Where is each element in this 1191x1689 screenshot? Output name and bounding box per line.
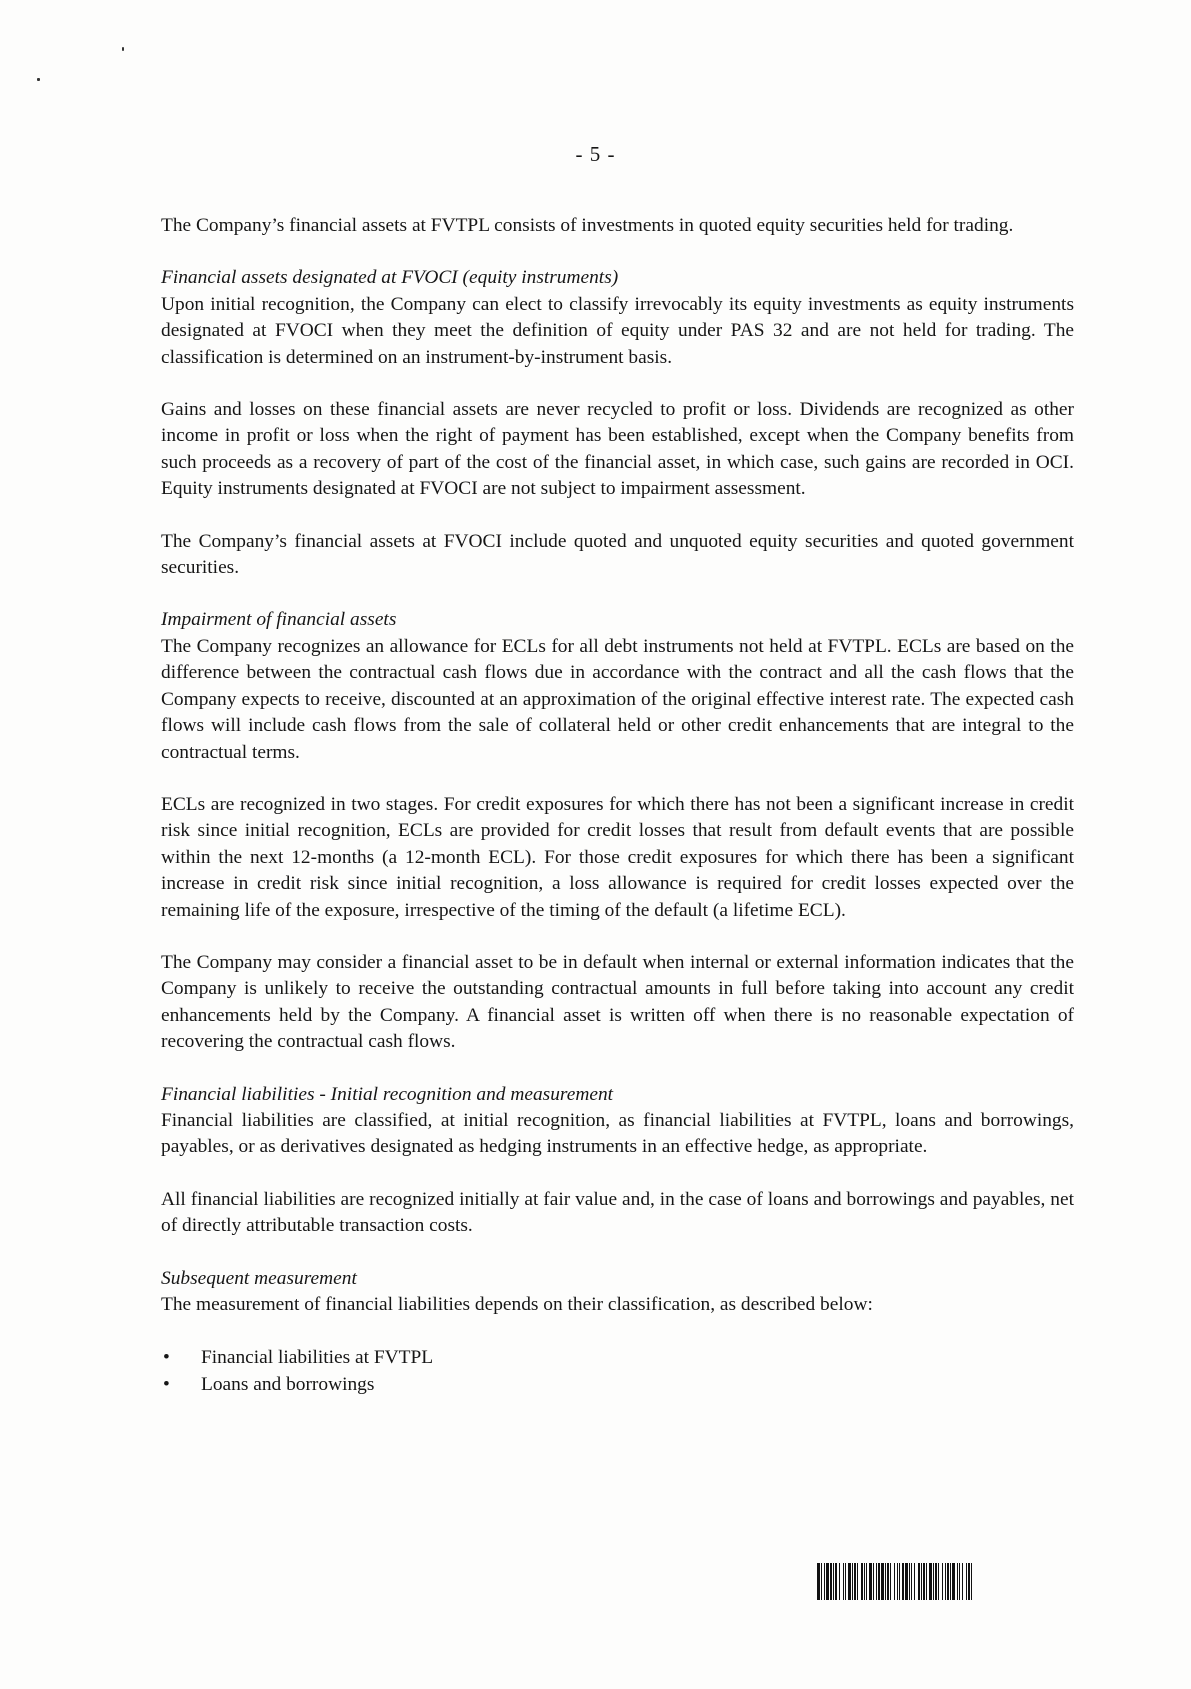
barcode-bar [866, 1563, 867, 1600]
barcode-bar [821, 1563, 822, 1600]
barcode-bar [885, 1563, 886, 1600]
barcode-bar [968, 1563, 970, 1600]
barcode-bar [881, 1563, 884, 1600]
barcode-bar [929, 1563, 932, 1600]
barcode-bar [854, 1563, 856, 1600]
barcode-bar [957, 1563, 958, 1600]
barcode-bar [962, 1563, 963, 1600]
fvoci-heading: Financial assets designated at FVOCI (equity instruments) [161, 267, 619, 289]
scan-speck [122, 47, 124, 51]
barcode-bar [887, 1563, 889, 1600]
barcode-bar [945, 1563, 946, 1600]
fvtpl-assets-paragraph: The Company’s financial assets at FVTPL consists of investments in quoted equity securities held for trading. [161, 215, 1014, 236]
barcode-bar [890, 1563, 891, 1600]
barcode-bar [935, 1563, 937, 1600]
default-paragraph: The Company may consider a financial asset to be in default when internal or external information indicates that the Company is unlikely to receive the outstanding contractual amounts in full before taking into account any credit enhancements held by the Company. A financial asset is written off when there is no reasonable expectation of recovering the contractual cash flows. [161, 951, 1074, 1053]
scan-speck [37, 78, 40, 81]
barcode-bar [843, 1563, 844, 1600]
barcode [817, 1563, 1082, 1600]
liabilities-classification-paragraph: Financial liabilities are classified, at initial recognition, as financial liabilities at FVTPL, loans and borrowings, payables, or as derivatives designated as hedging instruments in an effective hedge, as appropriate. [161, 1109, 1074, 1158]
barcode-bar [839, 1563, 840, 1600]
barcode-bar [942, 1563, 943, 1600]
barcode-bar [897, 1563, 898, 1600]
barcode-bar [835, 1563, 837, 1600]
barcode-bar [824, 1563, 825, 1600]
barcode-bar [918, 1563, 920, 1600]
barcode-bar [869, 1563, 872, 1600]
barcode-bar [914, 1563, 915, 1600]
barcode-bar [876, 1563, 877, 1600]
barcode-bar [873, 1563, 874, 1600]
impairment-heading: Impairment of financial assets [161, 609, 397, 631]
ecl-stages-paragraph: ECLs are recognized in two stages. For credit exposures for which there has not been a significant increase in credit risk since initial recognition, ECLs are provided for credit losses that result from default events that are possible within the next 12-months (a 12-month ECL). For those credit exposures for which there has been a significant increase in credit risk since initial recognition, a loss allowance is required for credit losses expected over the remaining life of the exposure, irrespective of the timing of the default (a lifetime ECL). [161, 793, 1074, 921]
list-item: • Loans and borrowings [161, 1371, 1074, 1398]
list-item: • Financial liabilities at FVTPL [161, 1344, 1074, 1371]
barcode-bar [911, 1563, 912, 1600]
document-body [161, 213, 1074, 1398]
fvoci-recognition-paragraph: Upon initial recognition, the Company can elect to classify irrevocably its equity investments as equity instruments designated at FVOCI when they meet the definition of equity under PAS 32 and are not held for trading. The classification is determined on an instrument-by-instrument basis. [161, 293, 1074, 368]
barcode-bar [959, 1563, 960, 1600]
barcode-bar [826, 1563, 829, 1600]
liabilities-initial-heading: Financial liabilities - Initial recognition and measurement [161, 1083, 614, 1105]
barcode-bar [857, 1563, 858, 1600]
barcode-bar [852, 1563, 853, 1600]
barcode-bar [938, 1563, 939, 1600]
barcode-bar [902, 1563, 904, 1600]
barcode-bar [923, 1563, 925, 1600]
barcode-bar [878, 1563, 880, 1600]
barcode-bar [952, 1563, 955, 1600]
barcode-bar [947, 1563, 949, 1600]
measurement-intro-paragraph: The measurement of financial liabilities depends on their classification, as described below: [161, 1294, 873, 1315]
subsequent-measurement-heading: Subsequent measurement [161, 1267, 357, 1289]
barcode-bar [848, 1563, 851, 1600]
fvoci-assets-paragraph: The Company’s financial assets at FVOCI include quoted and unquoted equity securities and quoted government securities. [161, 530, 1074, 579]
gains-losses-paragraph: Gains and losses on these financial assets are never recycled to profit or loss. Dividends are recognized as other income in profit or loss when the right of payment has been established, except when the Company benefits from such proceeds as a recovery of part of the cost of the financial asset, in which case, such gains are recorded in OCI. Equity instruments designated at FVOCI are not subject to impairment assessment. [161, 399, 1074, 500]
barcode-bar [909, 1563, 910, 1600]
barcode-bar [845, 1563, 846, 1600]
barcode-bar [905, 1563, 908, 1600]
barcode-bar [817, 1563, 820, 1600]
barcode-bar [864, 1563, 865, 1600]
ecl-allowance-paragraph: The Company recognizes an allowance for ECLs for all debt instruments not held at FVTPL. ECLs are based on the difference between the contractual cash flows due in accordance with the contract and all the cash flows that the Company expects to receive, discounted at an approximation of the original effective interest rate. The expected cash flows will include cash flows from the sale of collateral held or other credit enhancements that are integral to the contractual terms. [161, 635, 1074, 763]
barcode-bar [966, 1563, 967, 1600]
barcode-bar [921, 1563, 922, 1600]
page-number: - 5 - [575, 142, 616, 166]
barcode-bar [926, 1563, 927, 1600]
liabilities-fair-value-paragraph: All financial liabilities are recognized initially at fair value and, in the case of loans and borrowings and payables, net of directly attributable transaction costs. [161, 1188, 1074, 1237]
barcode-bar [950, 1563, 951, 1600]
barcode-bar [833, 1563, 834, 1600]
liability-classification-list [161, 1344, 1074, 1398]
barcode-bar [894, 1563, 895, 1600]
barcode-bar [933, 1563, 934, 1600]
barcode-bar [861, 1563, 863, 1600]
barcode-bar [899, 1563, 900, 1600]
barcode-bar [830, 1563, 832, 1600]
barcode-bar [971, 1563, 972, 1600]
